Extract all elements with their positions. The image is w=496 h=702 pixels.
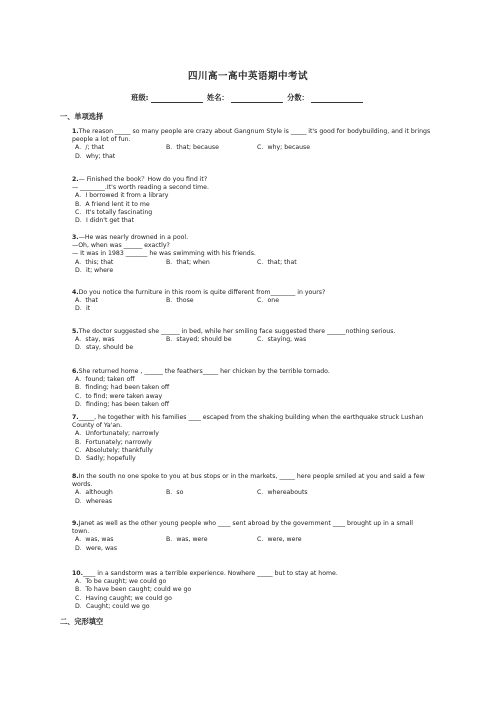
question-number: 1. (72, 128, 79, 135)
option-list (75, 144, 432, 160)
option-a: A．that (75, 297, 98, 305)
question-stem (72, 368, 432, 376)
option-b: B．that; when (166, 258, 210, 266)
question-number: 3. (72, 234, 79, 241)
question-stem (72, 176, 432, 192)
question-stem (72, 570, 432, 578)
option-b: B．A friend lent it to me (75, 200, 150, 208)
question-number: 8. (72, 473, 79, 480)
option-c: C．Having caught; we could go (75, 594, 172, 602)
question-stem-line: Janet as well as the other young people who ____ sent abroad by the government ____ brought up in a small town. (72, 520, 414, 536)
option-list (75, 376, 432, 409)
question-stem (72, 234, 432, 259)
question-stem-line: The doctor suggested she ______ in bed, while her smiling face suggested there ______nothing serious. (78, 328, 396, 335)
option-d: D．it (75, 305, 91, 313)
question-number: 10. (72, 570, 83, 577)
option-list (75, 578, 432, 611)
question-5 (72, 328, 432, 353)
question-stem-line: She returned home , ______ the feathers_____ her chicken by the terrible tornado. (78, 368, 330, 375)
option-b: B．so (166, 489, 184, 497)
question-stem (72, 414, 432, 430)
option-a: A．although (75, 489, 113, 497)
option-a: A．stay, was (75, 336, 115, 344)
option-b: B．Fortunately; narrowly (75, 438, 152, 446)
option-c: C．one (257, 297, 280, 305)
question-stem-line: — Finished the book？How do you find it? (78, 176, 208, 183)
question-stem-line: ____ in a sandstorm was a terrible experience. Nowhere _____ but to stay at home. (82, 570, 338, 577)
option-c: C．were, were (257, 536, 302, 544)
question-stem (72, 473, 432, 489)
question-2 (72, 176, 432, 225)
question-stem-line: Do you notice the furniture in this room is quite different from________ in yours? (78, 289, 326, 296)
question-1 (72, 128, 432, 161)
question-stem-line: — It was in 1983 _______ he was swimming with his friends. (72, 250, 256, 258)
option-d: D．I didn't get that (75, 217, 135, 225)
question-stem (72, 328, 432, 336)
option-c: C．whereabouts (257, 489, 308, 497)
option-list (75, 259, 432, 275)
question-8 (72, 473, 432, 506)
name-blank (231, 95, 283, 103)
name-label: 姓名： (207, 93, 229, 102)
option-c: C．It's totally fascinating (75, 208, 153, 216)
class-label: 班级: (131, 93, 149, 102)
question-9 (72, 520, 432, 553)
option-d: D．Sadly; hopefully (75, 455, 136, 463)
question-number: 2. (72, 176, 79, 183)
question-stem-line: The reason _____ so many people are crazy about Gangnum Style is _____ it's good for bodybuilding, and it brings people a lot of fun. (72, 128, 431, 144)
option-d: D．why; that (75, 152, 116, 160)
option-a: A．was, was (75, 536, 114, 544)
option-b: B．was, were (166, 536, 208, 544)
option-a: A．/; that (75, 144, 105, 152)
class-blank (151, 95, 203, 103)
question-stem-line: _____, he together with his families ____ escaped from the shaking building when the earthquake struck Lushan County of Ya'an. (72, 414, 424, 430)
question-stem-line: —He was nearly drowned in a pool. (78, 234, 189, 241)
option-a: A．Unfortunately; narrowly (75, 430, 159, 438)
option-list (75, 192, 432, 225)
question-6 (72, 368, 432, 409)
question-number: 5. (72, 328, 79, 335)
question-stem (72, 289, 432, 297)
option-list (75, 297, 432, 313)
page-title: 四川高一高中英语期中考试 (187, 71, 308, 82)
option-b: B．stayed; should be (166, 336, 232, 344)
question-stem-line: —Oh, when was ______ exactly? (72, 242, 170, 250)
option-a: A．To be caught; we could go (75, 578, 167, 586)
question-number: 9. (72, 520, 79, 527)
option-c: C．Absolutely; thankfully (75, 446, 153, 454)
question-3 (72, 234, 432, 275)
option-d: D．it; where (75, 266, 114, 274)
question-number: 6. (72, 368, 79, 375)
option-c: C．to find; were taken away (75, 392, 163, 400)
option-d: D．Caught; could we go (75, 602, 150, 610)
option-d: D．finding; has been taken off (75, 400, 169, 408)
option-d: D．stay, should be (75, 344, 134, 352)
section-heading-single-choice: 一、单项选择 (60, 112, 104, 121)
question-number: 4. (72, 289, 79, 296)
option-list (75, 336, 432, 352)
question-stem (72, 520, 432, 536)
question-stem (72, 128, 432, 144)
option-c: C．staying, was (257, 336, 307, 344)
option-b: B．finding; had been taken off (75, 384, 170, 392)
option-a: A．I borrowed it from a library (75, 192, 169, 200)
option-c: C．why; because (257, 144, 311, 152)
option-list (75, 489, 432, 505)
question-7 (72, 414, 432, 463)
question-4 (72, 289, 432, 314)
student-info-line (0, 93, 496, 103)
option-list (75, 430, 432, 463)
score-blank (311, 95, 363, 103)
option-a: A．this; that (75, 258, 114, 266)
option-a: A．found; taken off (75, 376, 135, 384)
question-number: 7. (72, 414, 79, 421)
option-d: D．were, was (75, 544, 118, 552)
option-d: D．whereas (75, 497, 112, 505)
option-b: B．that; because (166, 144, 219, 152)
option-list (75, 536, 432, 552)
option-b: B．To have been caught; could we go (75, 586, 192, 594)
question-10 (72, 570, 432, 611)
question-stem-line: In the south no one spoke to you at bus stops or in the markets, _____ here people smiled at you and said a few words. (72, 473, 425, 489)
option-c: C．that; that (257, 258, 297, 266)
option-b: B．those (166, 297, 194, 305)
score-label: 分数： (287, 93, 309, 102)
section-heading-cloze: 二、完形填空 (60, 617, 104, 626)
question-stem-line: — ________.It's worth reading a second time. (72, 184, 209, 192)
